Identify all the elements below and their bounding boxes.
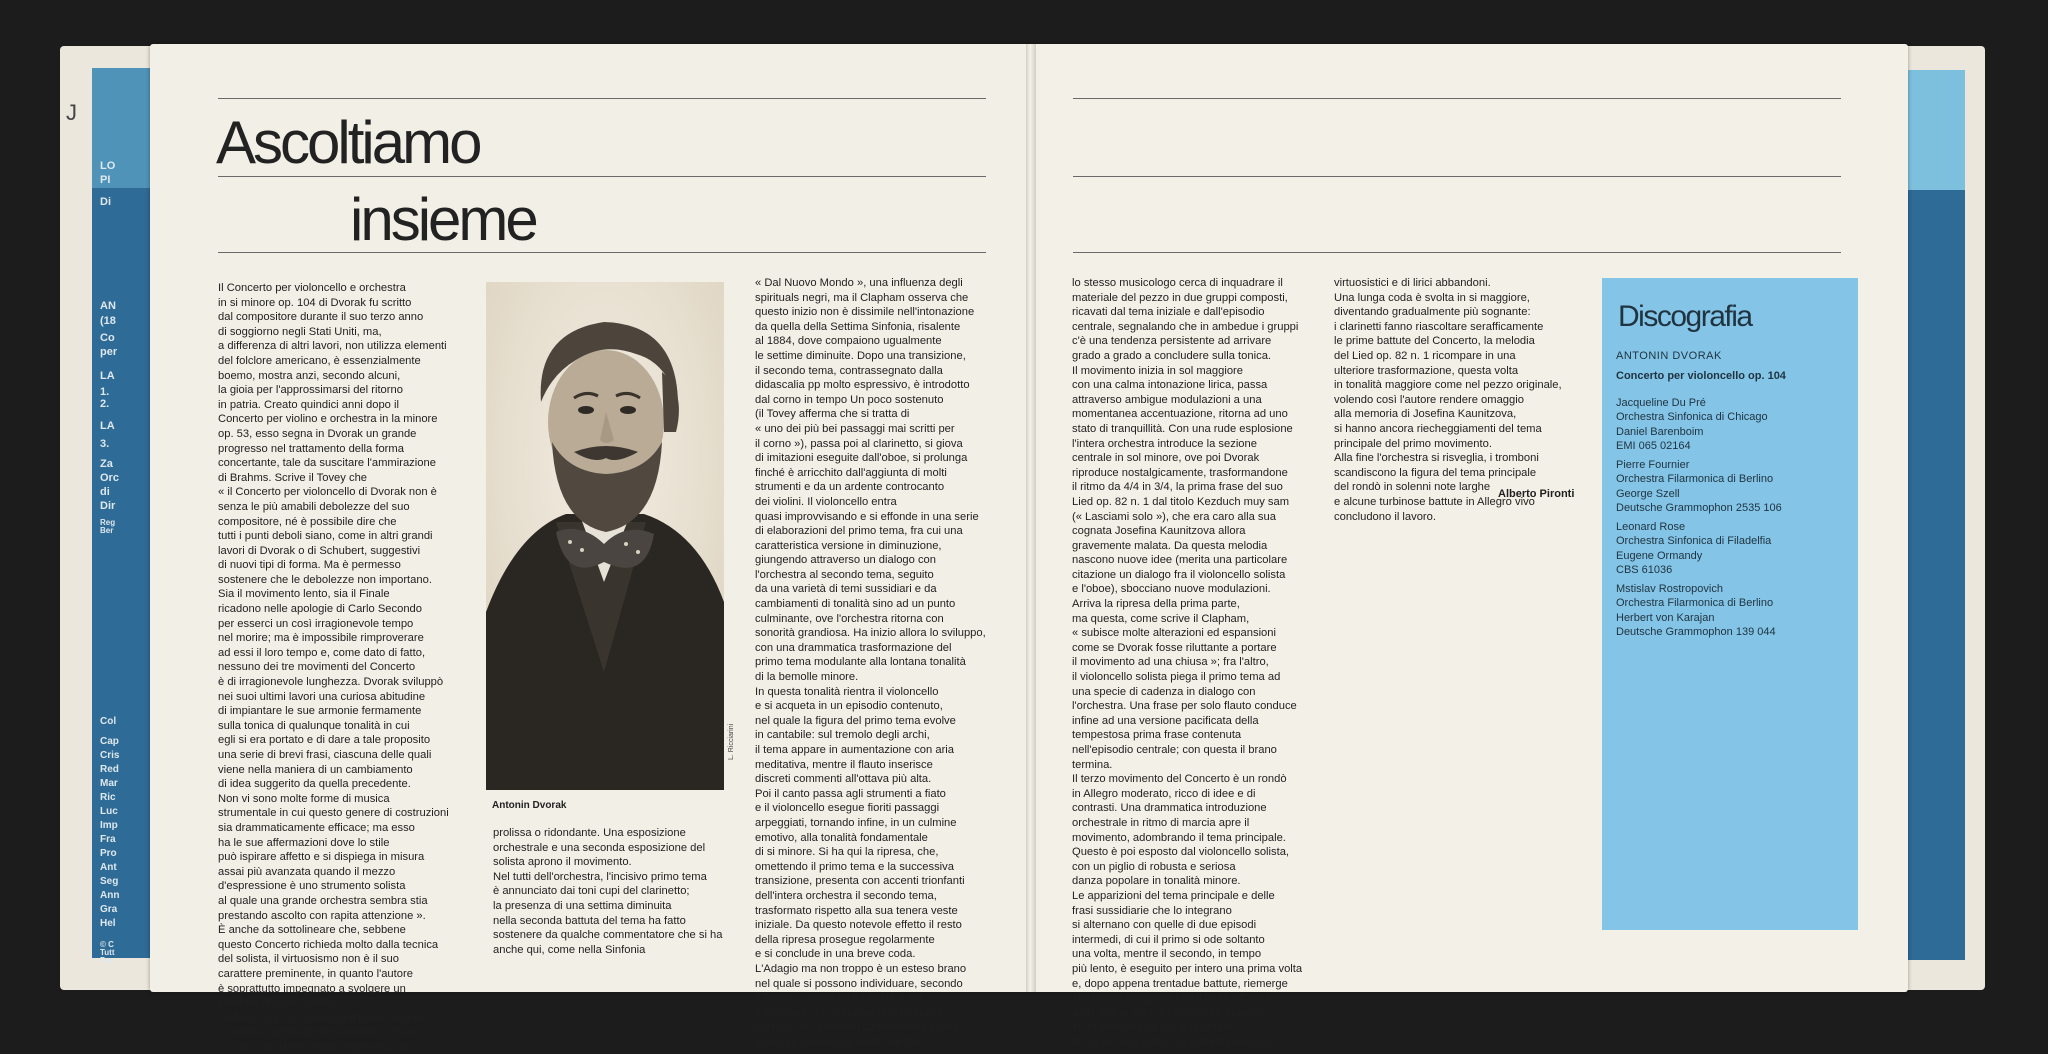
text-line: si alternano con quelle di due episodi [1072,919,1257,932]
text-line: e si acqueta in un episodio contenuto, [755,700,943,713]
text-line: sulla tonica di qualunque tonalità in cui [218,719,410,732]
text-line: cognata Josefina Kaunitzova allora [1072,525,1246,538]
sleeve-fragment: © C [100,940,114,949]
sleeve-fragment: Ant [100,862,117,873]
text-line: cambiamenti di tonalità sino ad un punto [755,598,956,611]
text-line: scandiscono la figura del tema principale [1334,466,1537,479]
sleeve-fragment: LO [100,160,116,172]
text-line: dell'intera orchestra il secondo tema, [755,889,937,902]
text-line: tutti i punti deboli siano, come in altri grandi [218,530,433,543]
text-line: ulteriore trasformazione, questa volta [1334,364,1519,377]
text-line: questo Concerto richieda molto dalla tecnica [218,938,439,951]
text-line: finché è arricchito dall'aggiunta di molti [755,466,947,479]
text-line: interiore disegno poetico. [218,997,344,1010]
text-line: « il Concerto per violoncello di Dvorak non è [218,486,437,499]
text-line: dal corno in tempo Un poco sostenuto [755,393,944,406]
text-line: citazione un dialogo fra il violoncello solista [1072,568,1286,581]
text-line: principale del primo movimento. [1334,437,1492,450]
text-line: una specie di cadenza in dialogo con [1072,685,1256,698]
text-line: L'Adagio ma non troppo è un esteso brano [755,962,967,975]
text-line: prolissa o ridondante. Una esposizione [493,827,686,839]
discography-line: Herbert von Karajan [1616,611,1715,624]
text-line: da una varietà di temi sussidiari e da [755,583,937,596]
text-line: viene nella maniera di un cambiamento [218,763,413,776]
text-line: caratteristica versione in diminuzione, [755,539,942,552]
sleeve-fragment: Reg [100,518,116,527]
sleeve-fragment: Imp [100,820,118,831]
photo-credit: L. Ricciarini [728,723,735,760]
text-line: danza popolare in tonalità minore. [1072,875,1241,888]
sleeve-fragment: Cris [100,750,120,761]
sleeve-fragment: Red [100,764,119,775]
text-line: volendo così l'autore rendere omaggio [1334,393,1524,406]
text-line: della ripresa prosegue regolarmente [755,933,935,946]
text-line: lavori di Dvorak o di Schubert, suggestivi [218,544,421,557]
sleeve-fragment: Ber [100,526,114,535]
text-line: gravemente malata. Da questa melodia [1072,539,1268,552]
text-line: il secondo tema, contrassegnato dalla [755,364,943,377]
text-line: più lento, è eseguito per intero una prima volta [1072,962,1303,975]
sleeve-fragment: Ann [100,890,120,901]
rule-bottom-right [1073,252,1841,253]
discography-line: Jacqueline Du Pré [1616,397,1706,409]
portrait-caption: Antonin Dvorak [492,800,567,811]
text-line: è di irragionevole lunghezza. Dvorak sviluppò [218,676,444,689]
article-column-2 [493,826,722,957]
sleeve-fragment: (18 [100,315,116,327]
text-line: culminante, ove l'orchestra ritorna con [755,612,944,625]
text-line: centrale, segnalando che in ambedue i gruppi [1072,320,1299,333]
text-line: riproduce nostalgicamente, trasformandone [1072,466,1288,479]
text-line: materiale del pezzo in due gruppi composti, [1072,291,1288,304]
text-line: prestando ascolto con rapita attenzione ». [218,909,426,922]
text-line: attraverso ambigue modulazioni a una [1072,393,1262,406]
text-line: Non vi sono molte forme di musica [218,792,390,805]
text-line: il movimento ad una chiusa »; fra l'altro, [1072,656,1269,669]
discografia-box [1602,278,1858,930]
text-line: Alla fine l'orchestra si risveglia, i tromboni [1334,452,1539,465]
text-line: compositore, né è possibile dire che [218,515,397,528]
text-line: contrasti. Una drammatica introduzione [1072,802,1267,815]
text-line: d'espressione è uno strumento solista [218,880,406,893]
text-line: la presenza di una settima diminuita [493,899,672,912]
discography-line: Deutsche Grammophon 2535 106 [1616,502,1782,515]
sleeve-light-band-right [1905,70,1965,190]
text-line: di elaborazioni del primo tema, fra cui una [755,525,963,538]
text-line: Nel tutti dell'orchestra, l'incisivo primo tema [493,870,707,883]
sleeve-fragment: per [100,346,118,358]
text-line: con una calma intonazione lirica, passa [1072,379,1268,392]
text-line: omettendo il primo tema e la successiva [755,860,954,873]
text-line: si hanno ancora riecheggiamenti del tema [1334,422,1542,435]
text-line: del Lied op. 82 n. 1 ricompare in una [1334,349,1516,362]
text-line: da quella della Settima Sinfonia, risalente [755,320,961,333]
text-line: e l'oboe), sbocciano nuove modulazioni. [1072,583,1271,596]
sleeve-fragment: 1. [100,386,110,398]
sleeve-fragment: Mar [100,778,118,789]
text-line: diventando gradualmente più sognante: [1334,306,1531,319]
text-line: giungendo attraverso un dialogo con [755,554,936,567]
discography-line: Deutsche Grammophon 139 044 [1616,626,1776,639]
text-line: dal compositore durante il suo terzo anno [218,311,424,324]
sleeve-fragment: J [66,100,77,125]
article-author: Alberto Pironti [1498,488,1575,500]
text-line: « subisce molte alterazioni ed espansioni [1072,627,1276,640]
text-line: del rondò in solenni note larghe [1334,481,1491,494]
discography-line: Daniel Barenboim [1616,425,1704,438]
text-line: infine ad una versione pacificata della [1072,714,1259,727]
text-line: termina. [1072,758,1113,771]
sleeve-fragment: Dir [100,500,116,512]
text-line: Sia il movimento lento, sia il Finale [218,588,390,601]
article-column-5 [1334,276,1562,524]
sleeve-fragment: Luc [100,806,118,817]
text-line: intermedi, di cui il primo si ode soltanto [1072,933,1265,946]
sleeve-fragment: Seg [100,876,119,887]
text-line: nei suoi ultimi lavori una curiosa abitudine [218,690,426,703]
text-line: discreti commenti all'ottava più alta. [755,773,932,786]
text-line: di vigoria e di calma, di brillanti passaggi [1072,1035,1273,1048]
text-line: in un alternarsi di luci e di ombre, [1072,1021,1237,1034]
text-line: « Dal Nuovo Mondo », una influenza degli [755,277,963,289]
text-line: strumentale in cui questo genere di costruzioni [218,807,449,820]
text-line: frasi sussidiarie che lo integrano [1072,904,1232,917]
text-line: può ispirare affetto e si dispiega in misura [218,851,425,864]
text-line: a seconda che si scelga di distinguere [755,1006,945,1019]
text-line: nella seconda battuta del tema ha fatto [493,914,686,927]
discography-line: Leonard Rose [1616,521,1686,533]
sleeve-fragment: LA [100,370,115,382]
text-line: al 1884, dove compaiono ugualmente [755,335,942,348]
text-line: stato di tranquillità. Con una rude esplosione [1072,422,1293,435]
text-line: orchestrale in ritmo di marcia apre il [1072,816,1250,829]
text-line: sostenere da qualche commentatore che si ha [493,929,723,942]
text-line: in una costruzione assai ampia ma non [218,1040,413,1053]
text-line: È anche da sottolineare che, sebbene [218,924,406,937]
text-line: i clarinetti fanno riascoltare serafficamente [1334,320,1544,333]
discografia-composer: ANTONIN DVORAK [1616,350,1722,362]
text-line: « uno dei più bei passaggi mai scritti per [755,422,955,435]
rule-top-right [1073,98,1841,99]
sleeve-fragment: Tutt [100,948,115,957]
text-line: di Brahms. Scrive il Tovey che [218,471,368,484]
text-line: anche qui, come nella Sinfonia [493,943,646,956]
text-line: spirituals negri, ma il Clapham osserva che [755,291,969,304]
text-line: virtuosistici e di lirici abbandoni. [1334,277,1491,289]
discography-entry [1616,520,1771,578]
page-title-line2: insieme [350,186,536,253]
text-line: Questo è poi esposto dal violoncello solista, [1072,846,1290,859]
discography-line: Mstislav Rostropovich [1616,583,1723,595]
text-line: assai più avanzata quando il mezzo [218,865,396,878]
sleeve-fragment: Pro [100,848,117,859]
discography-line: CBS 61036 [1616,564,1673,577]
article-column-1 [218,281,449,1054]
text-line: è soprattutto impegnato a svolgere un [218,982,406,995]
sleeve-fragment: Ric [100,792,116,803]
text-line: movimento, adombrando il tema principale. [1072,831,1286,844]
text-line: una serie di brevi frasi, ciascuna delle quali [218,749,432,761]
discography-line: Eugene Ormandy [1616,549,1703,562]
sleeve-fragment: 2. [100,398,110,410]
rule-top-left [218,98,986,99]
text-line: in cantabile: sul tremolo degli archi, [755,729,930,742]
text-line: in si minore op. 104 di Dvorak fu scritto [218,296,412,309]
discografia-work: Concerto per violoncello op. 104 [1616,370,1786,382]
text-line: ognuno dei numerosi cambiamenti d'idea [755,1021,959,1034]
text-line: arpeggiati, tornando infine, in un culmine [755,816,957,829]
text-line: iniziale. Da questo notevole effetto il resto [755,919,962,932]
text-line: attaccati a ciascuna delle sue frasi »; [755,1035,938,1048]
text-line: il violoncello solista piega il primo tema ad [1072,671,1281,684]
text-line: ricadono nelle apologie di Carlo Secondo [218,603,423,616]
text-line: quasi improvvisando e si effonde in una serie [755,510,979,523]
text-line: concertante, tale da suscitare l'ammirazione [218,457,436,470]
text-line: L'Allegro con cui comincia il lavoro segue [218,1011,423,1024]
sleeve-fragment: Di [100,196,111,208]
discography-line: EMI 065 02164 [1616,440,1691,453]
article-column-4 [1072,276,1302,1049]
text-line: strumenti e da un ardente controcanto [755,481,945,494]
text-line: alla memoria di Josefina Kaunitzova, [1334,408,1517,421]
text-line: con un piglio di robusta e seriosa [1072,860,1236,873]
text-line: Una lunga coda è svolta in si maggiore, [1334,291,1530,304]
sleeve-fragment: Col [100,716,117,727]
text-line: e il violoncello esegue fioriti passaggi [755,802,940,815]
text-line: lo stesso musicologo cerca di inquadrare il [1072,277,1283,289]
sleeve-fragment: Cap [100,736,119,747]
text-line: solista aprono il movimento. [493,856,632,869]
text-line: sia drammaticamente efficace; ma esso [218,821,415,834]
text-line: sonorità grandiosa. Ha inizio allora lo sviluppo, [755,627,986,640]
discography-entry [1616,396,1768,454]
text-line: Il terzo movimento del Concerto è un rondò [1072,773,1287,786]
text-line: (« Lasciami solo »), che era caro alla sua [1072,510,1276,523]
text-line: di soggiorno negli Stati Uniti, ma, [218,325,382,338]
text-line: nel morire; ma è impossibile rimproverare [218,632,424,645]
discography-line: Pierre Fournier [1616,459,1690,471]
text-line: di idea suggerito da quella precedente. [218,778,411,791]
text-line: con una drammatica trasformazione del [755,641,952,654]
text-line: Concerto per violino e orchestra in la minore [218,413,438,426]
discography-line: Orchestra Sinfonica di Filadelfia [1616,535,1772,548]
text-line: e alcune turbinose battute in Allegro vivo [1334,495,1535,508]
text-line: momentanea accentuazione, ritorna ad uno [1072,408,1288,421]
text-line: in Allegro moderato, ricco di idee e di [1072,787,1256,800]
text-line: egli si era portato e di dare a tale proposito [218,734,431,747]
text-line: al quale una grande orchestra sembra stia [218,894,428,907]
discography-line: Orchestra Filarmonica di Berlino [1616,473,1774,486]
text-line: nascono nuove idee (merita una particolare [1072,554,1288,567]
text-line: alla tonica maggiore con il tema affidato [1072,992,1269,1005]
text-line: la gioia per l'approssimarsi del ritorno [218,384,403,397]
dvorak-portrait-image [486,282,724,790]
text-line: c'è una tendenza persistente ad arrivare [1072,335,1272,348]
text-line: transizione, presenta con accenti trionfanti [755,875,965,888]
text-line: (il Tovey afferma che si tratta di [755,408,910,421]
sleeve-fragment: PI [100,174,111,186]
sleeve-fragment: AN [100,300,116,312]
rule-mid-right [1073,176,1841,177]
text-line: è annunciato dai toni cupi del clarinetto; [493,885,690,898]
text-line: tempestosa prima frase contenuta [1072,729,1242,742]
booklet-spine [1026,44,1036,992]
text-line: In questa tonalità rientra il violoncello [755,685,939,698]
text-line: dei violini. Il violoncello entra [755,495,897,508]
text-line: ad essi il loro tempo e, come dato di fatto, [218,646,426,659]
text-line: di imitazioni eseguite dall'oboe, si prolunga [755,452,968,465]
text-line: in patria. Creato quindici anni dopo il [218,398,399,411]
text-line: come se Dvorak fosse riluttante a portare [1072,641,1277,654]
text-line: Il Concerto per violoncello e orchestra [218,282,406,294]
text-line: ha le sue affermazioni dove lo stile [218,836,390,849]
text-line: ricavati dal tema iniziale e dall'episodio [1072,306,1265,319]
sleeve-fragment: di [100,486,110,498]
discography-entry [1616,458,1782,516]
text-line: del solista, il virtuosismo non è il suo [218,953,399,966]
text-line: di si minore. Si ha qui la ripresa, che, [755,846,939,859]
text-line: Lied op. 82 n. 1 dal titolo Kezduch muy sam [1072,495,1290,508]
text-line: una volta, mentre il secondo, in tempo [1072,948,1262,961]
text-line: questo inizio non è dissimile nell'intonazione [755,306,975,319]
text-line: nessuno dei tre movimenti del Concerto [218,661,416,674]
sleeve-fragment: 3. [100,438,110,450]
discography-entry [1616,582,1776,640]
discografia-title: Discografia [1618,300,1752,333]
text-line: Il movimento inizia in sol maggiore [1072,364,1243,377]
text-line: sostenere che le debolezze non importano. [218,573,432,586]
text-line: nel quale la figura del primo tema evolve [755,714,956,727]
text-line: carattere preminente, in quanto l'autore [218,967,413,980]
text-line: le prime battute del Concerto, la melodia [1334,335,1535,348]
text-line: grado a grado a concludere sulla tonica. [1072,349,1272,362]
text-line: nell'episodio centrale; con questa il brano [1072,744,1277,756]
portrait-illustration [486,282,724,790]
text-line: di nuovi tipi di forma. Ma è permesso [218,559,401,572]
discography-line: Orchestra Filarmonica di Berlino [1616,597,1774,610]
text-line: centrale in sol minore, ove poi Dvorak [1072,452,1260,465]
text-line: e, dopo appena trentadue battute, riemerge [1072,977,1288,990]
sleeve-fragment: Orc [100,472,119,484]
article-column-3 [755,276,986,1049]
text-line: didascalia pp molto espressivo, è introdotto [755,379,970,392]
text-line: a differenza di altri lavori, non utilizza elementi [218,340,447,353]
text-line: nel quale si possono individuare, secondo [755,977,963,990]
text-line: Le apparizioni del tema principale e delle [1072,889,1275,902]
text-line: trasformato rispetto alla sua tenera veste [755,904,958,917]
text-line: a un violino solo. Il movimento procede [1072,1006,1266,1019]
text-line: per esserci un così irragionevole tempo [218,617,414,630]
discography-line: Orchestra Sinfonica di Chicago [1616,411,1768,424]
rule-bottom-left [218,252,986,253]
text-line: Arriva la ripresa della prima parte, [1072,598,1240,611]
page-title-line1: Ascoltiamo [216,109,480,176]
text-line: il corno »), passa poi al clarinetto, si giova [755,437,963,450]
text-line: e si conclude in una breve coda. [755,948,916,961]
text-line: di la bemolle minore. [755,671,859,684]
text-line: il tema appare in aumentazione con aria [755,744,955,756]
text-line: l'intera orchestra introduce la sezione [1072,437,1257,450]
text-line: concludono il lavoro. [1334,510,1436,523]
text-line: di impiantare le sue armonie fermamente [218,705,422,718]
sleeve-fragment: Hel [100,918,116,929]
sleeve-fragment: Fra [100,834,116,845]
text-line: progresso nel trattamento della forma [218,442,404,455]
text-line: primo tema modulante alla lontana tonalità [755,656,966,669]
text-line: meditativa, mentre il flauto inserisce [755,758,933,771]
text-line: lo schema generale del concerto classico, [218,1026,426,1039]
sleeve-fragment: LA [100,420,115,432]
text-line: Poi il canto passa agli strumenti a fiato [755,787,946,800]
text-line: orchestrale e una seconda esposizione del [493,841,706,854]
text-line: il Tovey, « due temi o cinque o sei, [755,992,925,1005]
sleeve-fragment: Za [100,458,113,470]
text-line: in tonalità maggiore come nel pezzo originale, [1334,379,1562,392]
text-line: boemo, mostra anzi, secondo alcuni, [218,369,401,382]
sleeve-blue-band-right [1905,70,1965,960]
sleeve-fragment: Pre [100,956,113,965]
text-line: l'orchestra. Una frase per solo flauto conduce [1072,700,1297,713]
text-line: le settime diminuite. Dopo una transizione, [755,349,966,362]
discography-line: George Szell [1616,487,1680,500]
text-line: il ritmo da 4/4 in 3/4, la prima frase del suo [1072,481,1283,494]
text-line: op. 53, esso segna in Dvorak un grande [218,427,417,440]
text-line: ma questa, come scrive il Clapham, [1072,612,1250,625]
sleeve-fragment: Gra [100,904,118,915]
text-line: del folclore americano, è essenzialmente [218,354,421,367]
text-line: emotivo, alla tonalità fondamentale [755,831,928,844]
text-line: senza le più amabili debolezze del suo [218,500,410,513]
sleeve-fragment: Co [100,332,115,344]
text-line: l'orchestra al secondo tema, seguito [755,568,934,581]
